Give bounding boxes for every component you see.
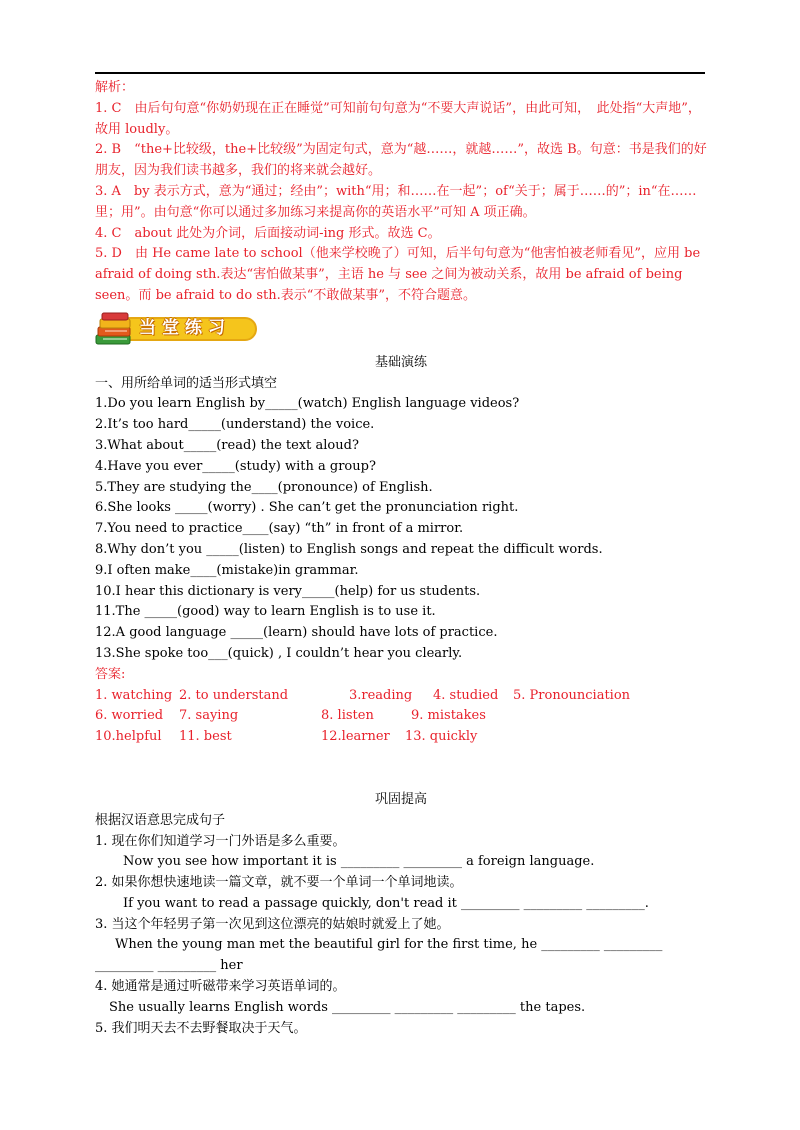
sentence-2-cn: 2. 如果你想快速地读一篇文章，就不要一个单词一个单词地读。 <box>95 875 463 891</box>
basic-section-title: 基础演练 <box>374 354 427 370</box>
advanced-section-title: 巩固提高 <box>374 791 427 807</box>
sentence-3-cn: 3. 当这个年轻男子第一次见到这位漂亮的姑娘时就爱上了她。 <box>95 916 450 932</box>
answer-9: 9. mistakes <box>411 708 486 724</box>
sentence-1-cn: 1. 现在你们知道学习一门外语是多么重要。 <box>95 833 346 849</box>
answer-row-2 <box>95 706 707 727</box>
answer-4: 4. studied <box>433 687 499 703</box>
question-2: 2.It’s too hard_____(understand) the voice. <box>95 417 375 433</box>
sentence-5-cn: 5. 我们明天去不去野餐取决于天气。 <box>95 1020 307 1036</box>
sentence-4-cn: 4. 她通常是通过听磁带来学习英语单词的。 <box>95 979 346 995</box>
document-body <box>95 78 707 1039</box>
advanced-instruction: 根据汉语意思完成句子 <box>95 812 226 828</box>
answer-6: 6. worried <box>95 708 164 724</box>
answer-1: 1. watching <box>95 687 173 703</box>
sentence-4-en: She usually learns English words _________ _________ _________ the tapes. <box>109 999 586 1015</box>
top-rule <box>95 72 705 74</box>
analysis-heading: 解析： <box>95 80 135 95</box>
answer-3: 3.reading <box>349 687 413 703</box>
sentence-1-en: Now you see how important it is _________ _________ a foreign language. <box>123 854 595 870</box>
answer-8: 8. listen <box>321 708 374 724</box>
question-9: 9.I often make____(mistake)in grammar. <box>95 562 359 578</box>
answers-section <box>95 665 707 748</box>
answer-2: 2. to understand <box>179 687 289 703</box>
question-10: 10.I hear this dictionary is very_____(help) for us students. <box>95 583 481 599</box>
answers-label: 答案: <box>95 666 126 682</box>
answer-row-1 <box>95 686 707 707</box>
question-8: 8.Why don’t you _____(listen) to English songs and repeat the difficult words. <box>95 541 603 557</box>
answer-10: 10.helpful <box>95 729 162 745</box>
analysis-item-2: 2. B “the+比较级，the+比较级”为固定句式，意为“越……，就越……”，故选 B。句意：书是我们的好朋友，因为我们读书越多，我们的将来就会越好。 <box>95 142 707 179</box>
analysis-item-1: 1. C 由后句句意“你奶奶现在正在睡觉”可知前句句意为“不要大声说话”，由此可知， 此处指“大声地”，故用 loudly。 <box>95 100 701 137</box>
question-4: 4.Have you ever_____(study) with a group? <box>95 458 376 474</box>
analysis-item-5: 5. D 由 He came late to school（他来学校晚了）可知，后半句句意为“他害怕被老师看见”，应用 be afraid of doing sth.表达“害怕做某事”，主语 he 与 see 之间为被动关系，故用 be afraid of being seen。而 be afraid to do sth.表示“不敢做某事”，不符合题意。 <box>95 246 701 303</box>
sentence-3-en-cont: _________ _________ her <box>95 958 243 974</box>
sentence-2-en: If you want to read a passage quickly, don't read it _________ _________ _________. <box>123 895 649 911</box>
question-6: 6.She looks _____(worry) . She can’t get the pronunciation right. <box>95 500 519 516</box>
question-3: 3.What about_____(read) the text aloud? <box>95 437 359 453</box>
answer-11: 11. best <box>179 729 232 745</box>
basic-instruction: 一、用所给单词的适当形式填空 <box>95 375 278 391</box>
answer-5: 5. Pronounciation <box>513 687 631 703</box>
question-7: 7.You need to practice____(say) “th” in front of a mirror. <box>95 521 464 537</box>
analysis-item-4: 4. C about 此处为介词，后面接动词-ing 形式。故选 C。 <box>95 225 441 241</box>
question-5: 5.They are studying the____(pronounce) of English. <box>95 479 433 495</box>
practice-banner <box>93 311 263 347</box>
answer-7: 7. saying <box>179 708 239 724</box>
section-spacer <box>95 748 707 790</box>
question-13: 13.She spoke too___(quick) , I couldn’t hear you clearly. <box>95 645 463 661</box>
answer-row-3 <box>95 727 707 748</box>
question-1: 1.Do you learn English by_____(watch) English language videos? <box>95 396 520 412</box>
answer-13: 13. quickly <box>405 729 478 745</box>
question-11: 11.The _____(good) way to learn English is to use it. <box>95 604 436 620</box>
sentence-3-en: When the young man met the beautiful girl for the first time, he _________ _________ <box>115 937 663 953</box>
answer-12: 12.learner <box>321 729 390 745</box>
analysis-section <box>95 78 707 307</box>
question-12: 12.A good language _____(learn) should have lots of practice. <box>95 625 498 641</box>
analysis-item-3: 3. A by 表示方式，意为“通过；经由”；with“用；和……在一起”；of“关于；属于……的”；in“在……里；用”。由句意“你可以通过多加练习来提高你的英语水平”可知 A 项正确。 <box>95 183 697 220</box>
books-icon <box>93 311 137 347</box>
banner-label: 当堂练习 <box>139 317 231 338</box>
